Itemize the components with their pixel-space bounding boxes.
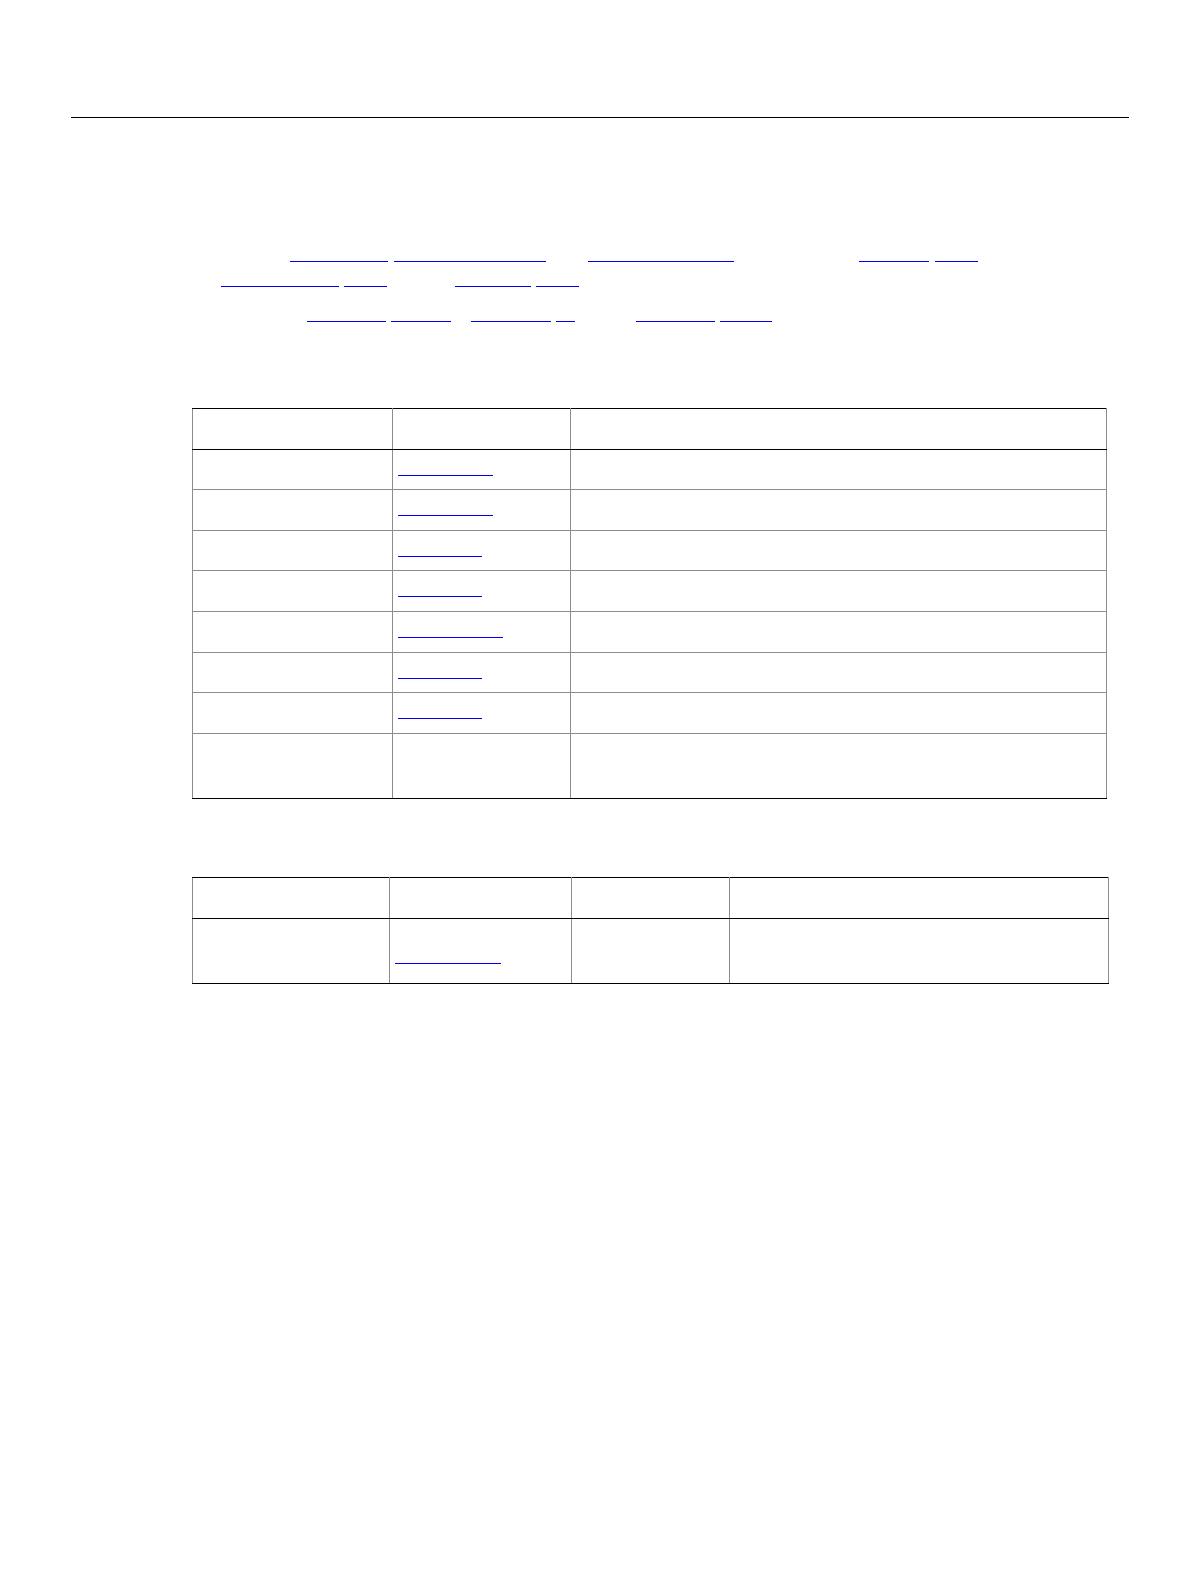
table-row bbox=[193, 653, 1107, 693]
table-cell bbox=[571, 450, 1107, 490]
table-2-header-cell bbox=[390, 878, 572, 919]
table-cell bbox=[393, 531, 571, 571]
para1-link-3[interactable] bbox=[588, 261, 734, 262]
table-1-header-cell bbox=[571, 409, 1107, 450]
table-cell bbox=[571, 734, 1107, 799]
table-cell bbox=[193, 734, 393, 799]
table-cell bbox=[571, 531, 1107, 571]
para1-link-6[interactable] bbox=[221, 286, 339, 287]
table-cell-link[interactable] bbox=[398, 515, 493, 516]
table-cell bbox=[193, 653, 393, 693]
table-1-header-cell bbox=[393, 409, 571, 450]
table-cell bbox=[390, 919, 572, 984]
table-cell-link[interactable] bbox=[398, 678, 482, 679]
para1-link-5[interactable] bbox=[935, 261, 978, 262]
para1-link-1[interactable] bbox=[290, 261, 388, 262]
table-cell bbox=[193, 450, 393, 490]
table-cell bbox=[193, 612, 393, 653]
table-2-header-row bbox=[193, 878, 1109, 919]
table-cell-link[interactable] bbox=[398, 718, 482, 719]
table-1-header-row bbox=[193, 409, 1107, 450]
para2-link-6[interactable] bbox=[720, 321, 772, 322]
table-cell bbox=[571, 571, 1107, 612]
table-cell bbox=[393, 653, 571, 693]
table-cell bbox=[193, 919, 390, 984]
table-cell bbox=[393, 612, 571, 653]
para2-link-5[interactable] bbox=[636, 321, 715, 322]
table-row bbox=[193, 693, 1107, 734]
table-2-header-cell bbox=[730, 878, 1109, 919]
table-1-header-cell bbox=[193, 409, 393, 450]
para2-link-1[interactable] bbox=[307, 321, 386, 322]
table-row bbox=[193, 919, 1109, 984]
table-row bbox=[193, 490, 1107, 531]
table-cell bbox=[393, 450, 571, 490]
table-cell bbox=[572, 919, 730, 984]
table-row bbox=[193, 612, 1107, 653]
table-cell bbox=[393, 734, 571, 799]
para1-link-9[interactable] bbox=[536, 286, 579, 287]
table-cell-link[interactable] bbox=[398, 637, 503, 638]
para1-link-2[interactable] bbox=[394, 261, 546, 262]
table-cell-link[interactable] bbox=[398, 475, 493, 476]
table-cell bbox=[730, 919, 1109, 984]
para1-link-7[interactable] bbox=[344, 286, 387, 287]
table-2-header-cell bbox=[572, 878, 730, 919]
table-2 bbox=[192, 877, 1109, 984]
table-cell bbox=[571, 612, 1107, 653]
para1-link-4[interactable] bbox=[859, 261, 929, 262]
table-1 bbox=[192, 408, 1107, 799]
table-row bbox=[193, 450, 1107, 490]
para2-link-4[interactable] bbox=[556, 321, 575, 322]
table-cell bbox=[571, 693, 1107, 734]
table-cell bbox=[193, 571, 393, 612]
table-cell-link[interactable] bbox=[398, 596, 482, 597]
table-cell bbox=[393, 693, 571, 734]
table-row bbox=[193, 571, 1107, 612]
table-cell bbox=[193, 490, 393, 531]
table-row bbox=[193, 734, 1107, 799]
para1-link-8[interactable] bbox=[455, 286, 531, 287]
table-2-header-cell bbox=[193, 878, 390, 919]
table-cell bbox=[571, 490, 1107, 531]
table-cell bbox=[193, 693, 393, 734]
table-cell bbox=[393, 571, 571, 612]
table-cell bbox=[393, 490, 571, 531]
para2-link-3[interactable] bbox=[471, 321, 551, 322]
table-row bbox=[193, 531, 1107, 571]
para2-link-2[interactable] bbox=[391, 321, 451, 322]
table-cell bbox=[571, 653, 1107, 693]
table-cell bbox=[193, 531, 393, 571]
table-cell-link[interactable] bbox=[395, 963, 501, 964]
header-rule bbox=[71, 117, 1129, 118]
table-cell-link[interactable] bbox=[398, 556, 482, 557]
